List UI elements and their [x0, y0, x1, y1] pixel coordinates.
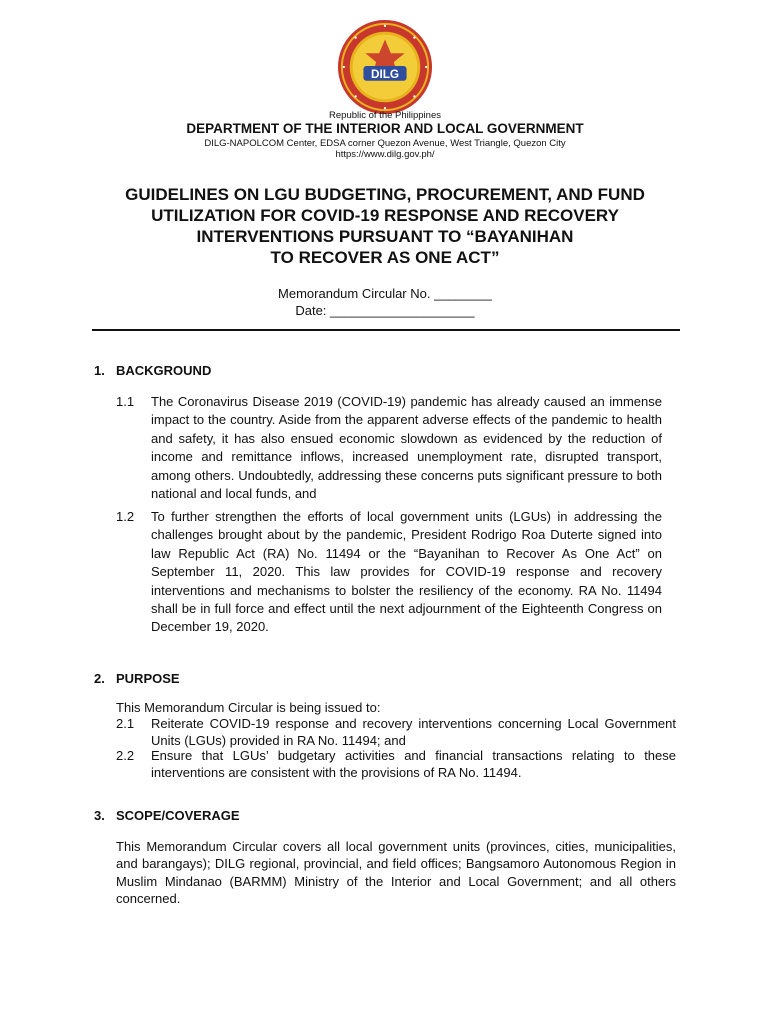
title-line: TO RECOVER AS ONE ACT” — [270, 248, 500, 267]
document-title — [0, 184, 770, 268]
title-line: INTERVENTIONS PURSUANT TO “BAYANIHAN — [196, 227, 574, 246]
list-item — [116, 716, 676, 749]
republic-label: Republic of the Philippines — [329, 110, 441, 121]
item-text: Reiterate COVID-19 response and recovery interventions concerning Local Government Units (LGUs) provided in RA No. 11494; and — [151, 716, 676, 748]
section-number: 1. — [94, 363, 105, 378]
dilg-seal-logo — [336, 18, 434, 116]
item-text: The Coronavirus Disease 2019 (COVID-19) pandemic has already caused an immense impact to the country. Aside from the apparent adverse effects of the pandemic to health and safety, it has also ensued economic slowdown as evidenced by the reduction of income and remittance inflows, increased unemployment rate, disrupted transport, among others. Undoubtedly, addressing these concerns puts significant pressure to both national and local funds, and — [151, 394, 662, 502]
section-number: 3. — [94, 808, 105, 823]
item-text: To further strengthen the efforts of local government units (LGUs) in addressing the challenges brought about by the pandemic, President Rodrigo Roa Duterte signed into law Republic Act (RA) No. 11494 or the “Bayanihan to Recover As One Act” on September 11, 2020. This law provides for COVID-19 response and recovery interventions and mechanisms to bolster the resiliency of the economy. RA No. 11494 shall be in full force and effect until the next adjournment of the Eighteenth Congress on December 19, 2020. — [151, 509, 662, 635]
section-heading-background — [94, 363, 211, 378]
section-heading-scope — [94, 808, 240, 823]
item-number: 2.2 — [116, 748, 135, 763]
list-item — [116, 393, 662, 503]
section-title: PURPOSE — [116, 671, 180, 686]
department-name: DEPARTMENT OF THE INTERIOR AND LOCAL GOVERNMENT — [186, 121, 584, 136]
section-heading-purpose — [94, 671, 180, 686]
memo-block — [0, 285, 770, 319]
purpose-intro: This Memorandum Circular is being issued to: — [116, 700, 381, 715]
section-title: SCOPE/COVERAGE — [116, 808, 240, 823]
section-number: 2. — [94, 671, 105, 686]
memorandum-date: Date: ____________________ — [295, 303, 475, 318]
item-number: 1.1 — [116, 394, 135, 409]
title-line: GUIDELINES ON LGU BUDGETING, PROCUREMENT, AND FUND — [125, 185, 645, 204]
item-text: Ensure that LGUs’ budgetary activities and financial transactions relating to these interventions are consistent with the provisions of RA No. 11494. — [151, 748, 676, 780]
department-url[interactable]: https://www.dilg.gov.ph/ — [335, 149, 435, 160]
title-line: UTILIZATION FOR COVID-19 RESPONSE AND RECOVERY — [151, 206, 619, 225]
department-address: DILG-NAPOLCOM Center, EDSA corner Quezon Avenue, West Triangle, Quezon City — [204, 138, 566, 149]
list-item — [116, 748, 676, 781]
item-number: 1.2 — [116, 509, 135, 524]
list-item — [116, 508, 662, 637]
section-title: BACKGROUND — [116, 363, 212, 378]
seal-logo-text: DILG — [370, 67, 400, 81]
item-number: 2.1 — [116, 716, 135, 731]
horizontal-rule — [92, 329, 680, 331]
scope-text: This Memorandum Circular covers all local government units (provinces, cities, municipalities, and barangays); DILG regional, provincial, and field offices; Bangsamoro Autonomous Region in Muslim Mindanao (BARMM) Ministry of the Interior and Local Government; and all others concerned. — [116, 839, 676, 906]
memorandum-circular-number: Memorandum Circular No. ________ — [278, 286, 492, 301]
